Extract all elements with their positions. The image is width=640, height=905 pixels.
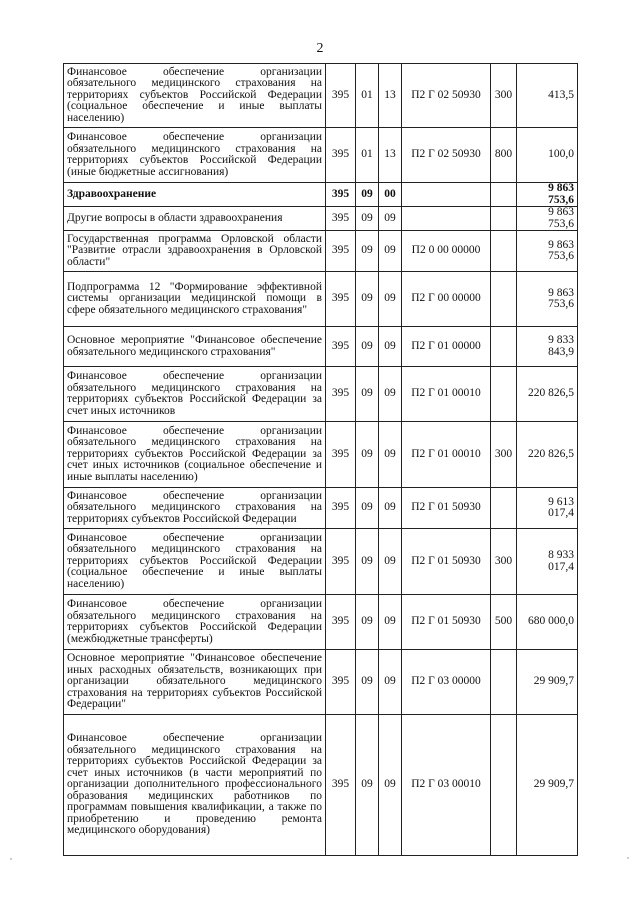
cell-sum: 100,0 <box>517 128 578 183</box>
cell-rz: 09 <box>356 488 379 529</box>
cell-vr <box>491 715 517 856</box>
cell-grbs: 395 <box>326 128 356 183</box>
scan-speck <box>627 857 629 859</box>
cell-csr: П2 Г 03 00010 <box>402 715 491 856</box>
cell-sum: 29 909,7 <box>517 715 578 856</box>
cell-csr <box>402 207 491 231</box>
cell-pr: 09 <box>379 650 402 715</box>
cell-pr: 09 <box>379 207 402 231</box>
cell-desc: Финансовое обеспечение организации обязательного медицинского страхования на территориях субъектов Российской Федерации за счет иных источников (в части мероприятий по организации дополнительного профессионального образования медицинских работников по программам повышения квалификации, а также по приобретению и проведению ремонта медицинского оборудования) <box>64 715 326 856</box>
cell-grbs: 395 <box>326 488 356 529</box>
cell-pr: 09 <box>379 529 402 595</box>
cell-vr: 300 <box>491 64 517 128</box>
cell-sum: 8 933 017,4 <box>517 529 578 595</box>
cell-rz: 09 <box>356 650 379 715</box>
cell-sum: 680 000,0 <box>517 595 578 650</box>
cell-sum: 220 826,5 <box>517 422 578 488</box>
cell-csr: П2 Г 02 50930 <box>402 64 491 128</box>
cell-sum: 9 863 753,6 <box>517 207 578 231</box>
cell-sum: 220 826,5 <box>517 367 578 422</box>
cell-csr: П2 Г 01 50930 <box>402 488 491 529</box>
cell-desc: Финансовое обеспечение организации обязательного медицинского страхования на территориях субъектов Российской Федерации <box>64 488 326 529</box>
cell-vr <box>491 327 517 367</box>
cell-desc: Здравоохранение <box>64 183 326 207</box>
table-row <box>64 488 578 529</box>
cell-csr: П2 0 00 00000 <box>402 231 491 272</box>
cell-desc: Финансовое обеспечение организации обязательного медицинского страхования на территориях субъектов Российской Федерации за счет иных источников (социальное обеспечение и иные выплаты населению) <box>64 422 326 488</box>
cell-rz: 09 <box>356 231 379 272</box>
cell-vr <box>491 272 517 327</box>
cell-desc: Финансовое обеспечение организации обязательного медицинского страхования на территориях субъектов Российской Федерации за счет иных источников <box>64 367 326 422</box>
cell-pr: 09 <box>379 327 402 367</box>
cell-rz: 09 <box>356 422 379 488</box>
cell-pr: 00 <box>379 183 402 207</box>
cell-vr: 800 <box>491 128 517 183</box>
cell-rz: 09 <box>356 272 379 327</box>
cell-csr: П2 Г 01 00000 <box>402 327 491 367</box>
cell-pr: 09 <box>379 231 402 272</box>
cell-vr <box>491 650 517 715</box>
cell-csr: П2 Г 01 00010 <box>402 422 491 488</box>
cell-rz: 09 <box>356 529 379 595</box>
cell-vr <box>491 231 517 272</box>
cell-grbs: 395 <box>326 183 356 207</box>
table-row <box>64 207 578 231</box>
cell-grbs: 395 <box>326 650 356 715</box>
cell-sum: 9 833 843,9 <box>517 327 578 367</box>
cell-csr: П2 Г 01 50930 <box>402 529 491 595</box>
cell-pr: 13 <box>379 128 402 183</box>
cell-vr: 300 <box>491 529 517 595</box>
cell-vr <box>491 183 517 207</box>
cell-csr: П2 Г 00 00000 <box>402 272 491 327</box>
cell-rz: 01 <box>356 64 379 128</box>
cell-csr: П2 Г 03 00000 <box>402 650 491 715</box>
cell-vr <box>491 207 517 231</box>
cell-pr: 09 <box>379 715 402 856</box>
cell-desc: Подпрограмма 12 "Формирование эффективной системы организации медицинской помощи в сфере обязательного медицинского страхования" <box>64 272 326 327</box>
cell-desc: Финансовое обеспечение организации обязательного медицинского страхования на территориях субъектов Российской Федерации (межбюджетные трансферты) <box>64 595 326 650</box>
cell-pr: 09 <box>379 595 402 650</box>
cell-desc: Финансовое обеспечение организации обязательного медицинского страхования на территориях субъектов Российской Федерации (социальное обеспечение и иные выплаты населению) <box>64 64 326 128</box>
cell-vr <box>491 488 517 529</box>
cell-grbs: 395 <box>326 367 356 422</box>
cell-csr: П2 Г 02 50930 <box>402 128 491 183</box>
cell-grbs: 395 <box>326 272 356 327</box>
cell-grbs: 395 <box>326 715 356 856</box>
table-row <box>64 128 578 183</box>
cell-sum: 29 909,7 <box>517 650 578 715</box>
table-row <box>64 272 578 327</box>
page-number: 2 <box>316 41 324 56</box>
table-row <box>64 595 578 650</box>
cell-rz: 01 <box>356 128 379 183</box>
cell-sum: 9 863 753,6 <box>517 183 578 207</box>
table-row <box>64 183 578 207</box>
cell-pr: 09 <box>379 488 402 529</box>
cell-desc: Государственная программа Орловской области "Развитие отрасли здравоохранения в Орловской области" <box>64 231 326 272</box>
cell-vr <box>491 367 517 422</box>
table-row <box>64 422 578 488</box>
cell-grbs: 395 <box>326 595 356 650</box>
cell-sum: 413,5 <box>517 64 578 128</box>
scan-speck <box>10 858 12 860</box>
cell-grbs: 395 <box>326 529 356 595</box>
cell-rz: 09 <box>356 207 379 231</box>
cell-rz: 09 <box>356 715 379 856</box>
cell-desc: Основное мероприятие "Финансовое обеспечение обязательного медицинского страхования" <box>64 327 326 367</box>
table-row <box>64 529 578 595</box>
cell-grbs: 395 <box>326 207 356 231</box>
budget-table <box>63 63 578 856</box>
table-row <box>64 231 578 272</box>
cell-csr: П2 Г 01 50930 <box>402 595 491 650</box>
cell-pr: 09 <box>379 367 402 422</box>
cell-desc: Другие вопросы в области здравоохранения <box>64 207 326 231</box>
table-row <box>64 650 578 715</box>
table-row <box>64 327 578 367</box>
table-row <box>64 367 578 422</box>
cell-sum: 9 863 753,6 <box>517 272 578 327</box>
cell-grbs: 395 <box>326 231 356 272</box>
cell-vr: 500 <box>491 595 517 650</box>
cell-pr: 09 <box>379 422 402 488</box>
table-row <box>64 64 578 128</box>
cell-grbs: 395 <box>326 422 356 488</box>
cell-rz: 09 <box>356 183 379 207</box>
cell-rz: 09 <box>356 595 379 650</box>
cell-sum: 9 613 017,4 <box>517 488 578 529</box>
cell-csr <box>402 183 491 207</box>
cell-csr: П2 Г 01 00010 <box>402 367 491 422</box>
cell-vr: 300 <box>491 422 517 488</box>
cell-pr: 13 <box>379 64 402 128</box>
cell-desc: Финансовое обеспечение организации обязательного медицинского страхования на территориях субъектов Российской Федерации (социальное обеспечение и иные выплаты населению) <box>64 529 326 595</box>
table-row <box>64 715 578 856</box>
cell-grbs: 395 <box>326 64 356 128</box>
cell-sum: 9 863 753,6 <box>517 231 578 272</box>
cell-desc: Финансовое обеспечение организации обязательного медицинского страхования на территориях субъектов Российской Федерации (иные бюджетные ассигнования) <box>64 128 326 183</box>
cell-desc: Основное мероприятие "Финансовое обеспечение иных расходных обязательств, возникающих при организации обязательного медицинского страхования на территориях субъектов Российской Федерации" <box>64 650 326 715</box>
cell-rz: 09 <box>356 327 379 367</box>
cell-grbs: 395 <box>326 327 356 367</box>
cell-rz: 09 <box>356 367 379 422</box>
cell-pr: 09 <box>379 272 402 327</box>
